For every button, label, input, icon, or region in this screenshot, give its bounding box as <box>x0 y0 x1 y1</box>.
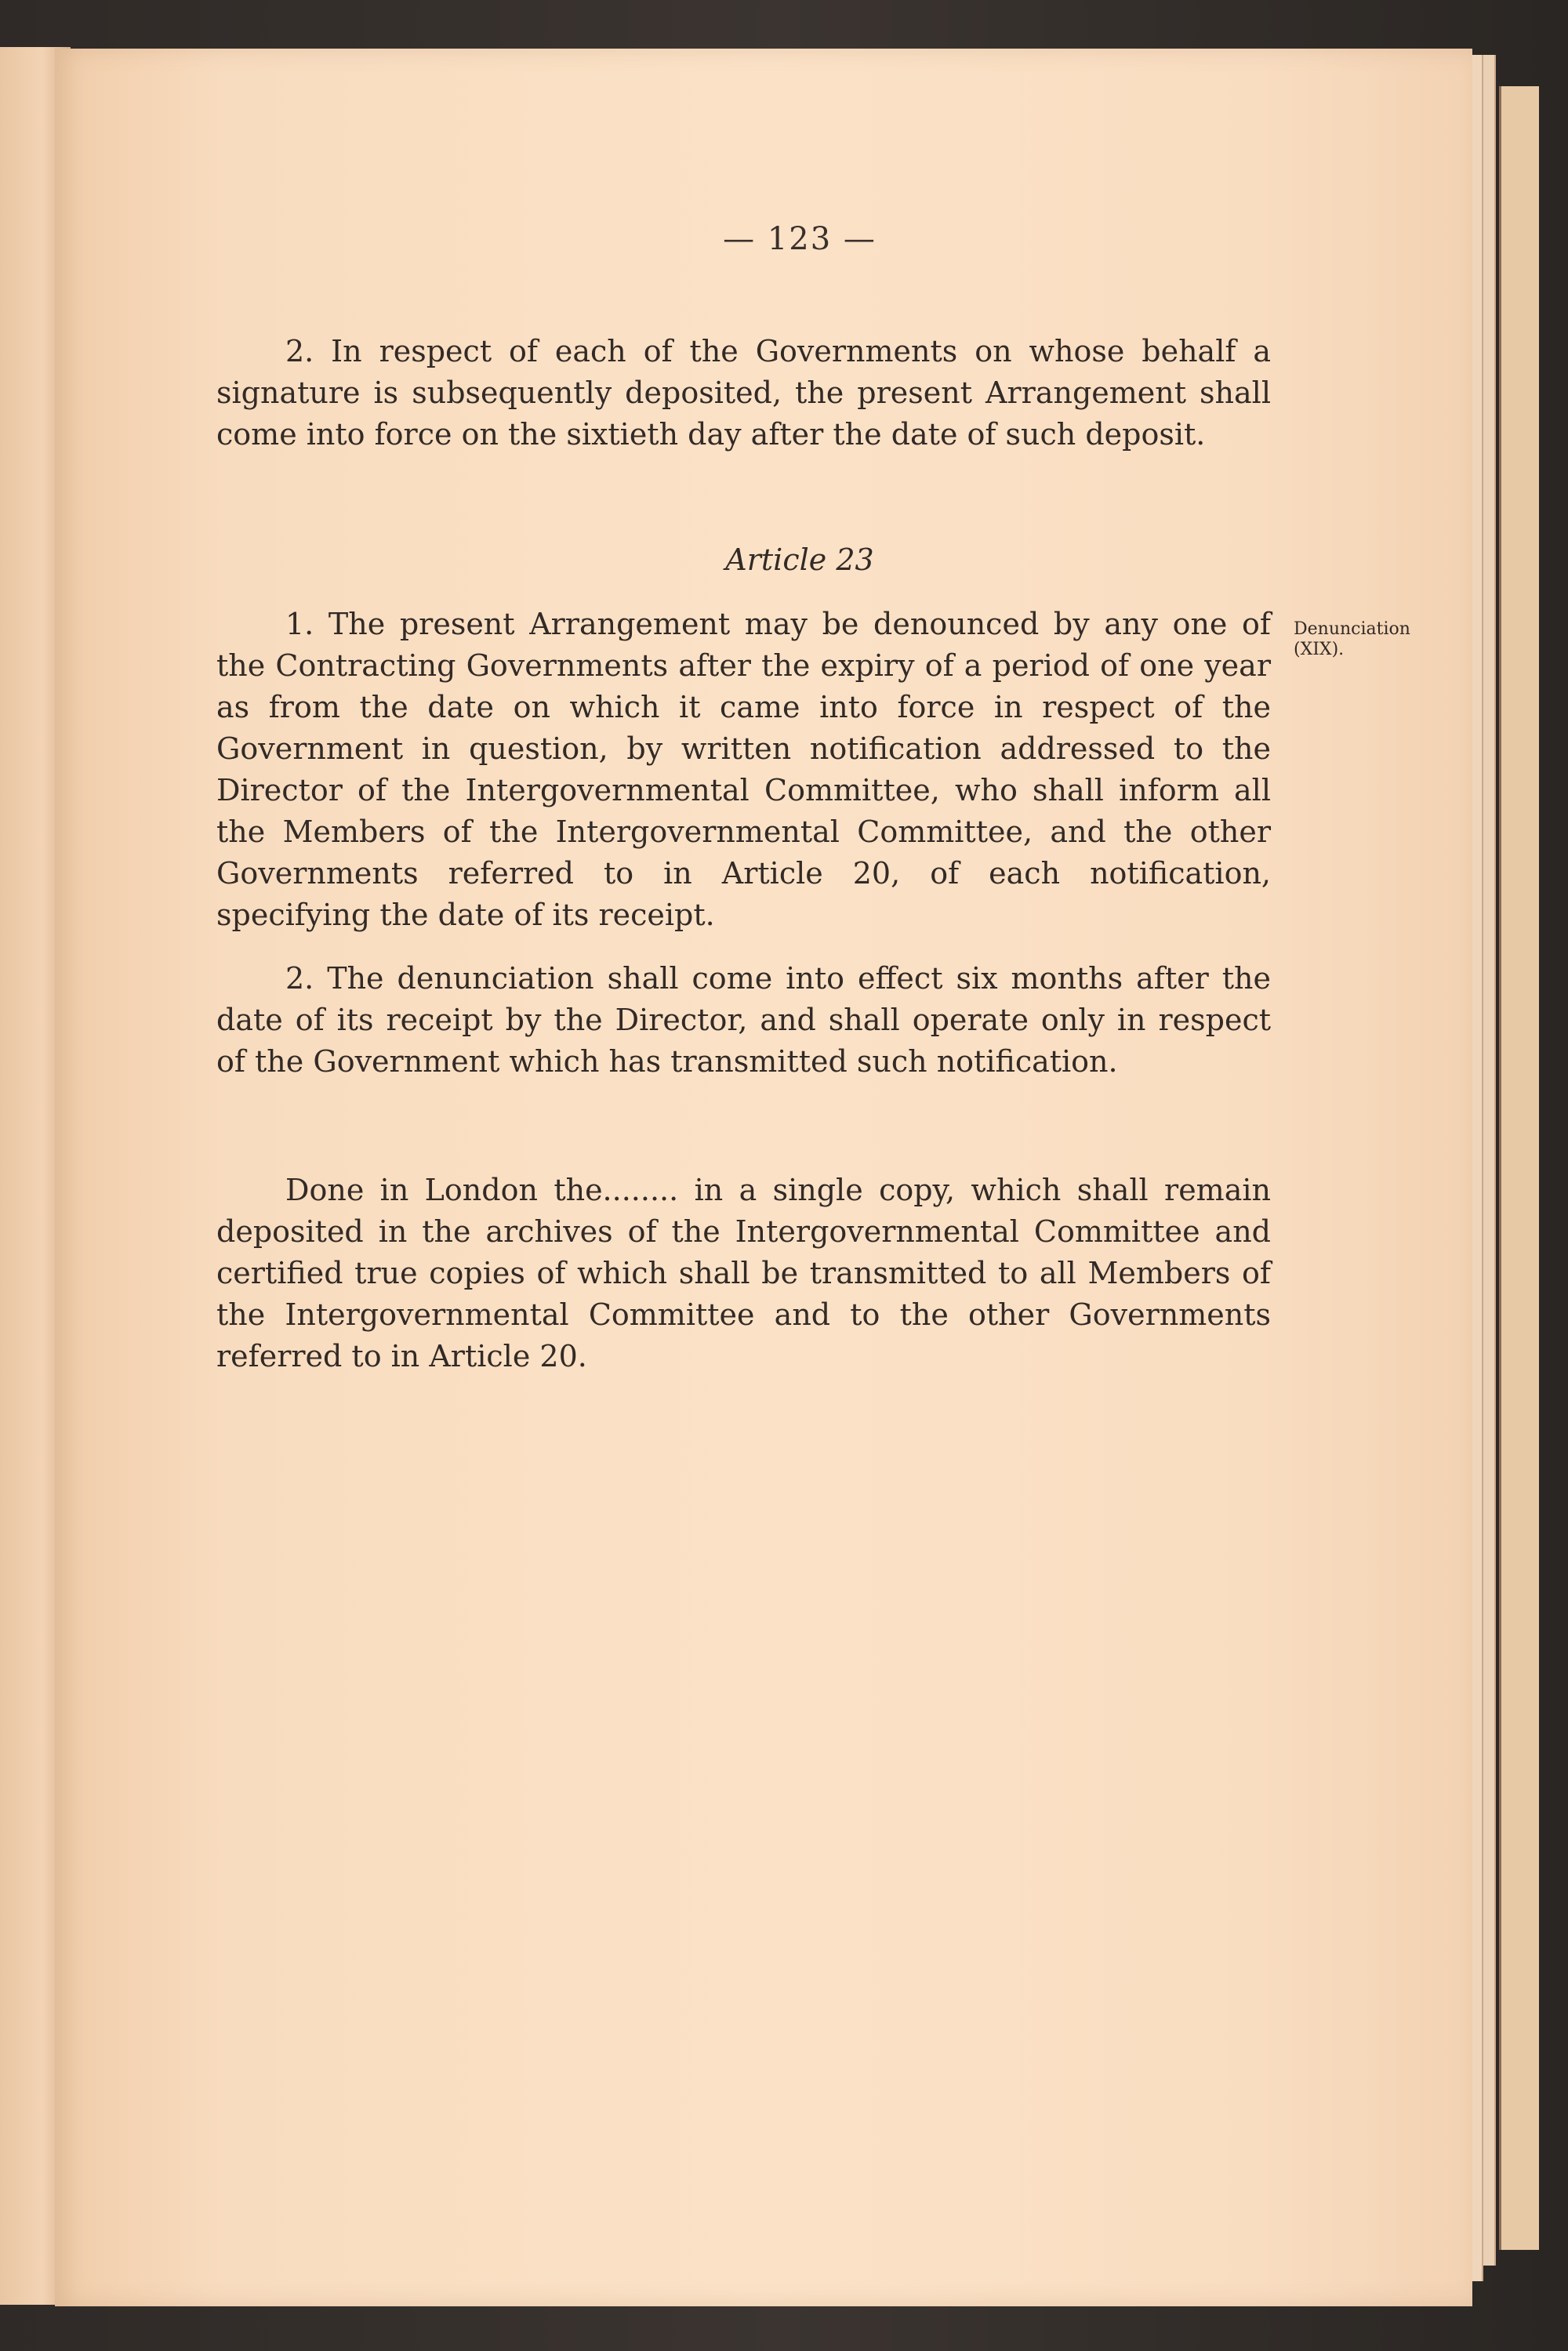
paragraph-continuation <box>216 331 1271 455</box>
article-paragraph-2 <box>216 958 1271 1083</box>
paragraph-text: 2. In respect of each of the Governments on whose behalf a signature is subsequently deposited, the present Arrangement shall come into force on the sixtieth day after the date of such deposit. <box>216 334 1271 452</box>
page-number: — 123 — <box>723 221 877 257</box>
marginal-note-title: Denunciation <box>1294 619 1410 639</box>
paragraph-text: 2. The denunciation shall come into effect six months after the date of its receipt by the Director, and shall operate only in respect of the Government which has transmitted such notification. <box>216 961 1271 1079</box>
marginal-note-reference: (XIX). <box>1294 640 1345 659</box>
article-heading: Article 23 <box>725 542 874 577</box>
page-stack-edge <box>1471 55 1483 2281</box>
paragraph-text: 1. The present Arrangement may be denounced by any one of the Contracting Governments after the expiry of a period of one year as from the date on which it came into force in respect of the Government in question, by written notification addressed to the Director of the Intergovernmental Committee, who shall inform all the Members of the Intergovernmental Committee, and the other Governments referred to in Article 20, of each notification, specifying the date of its receipt. <box>216 607 1271 932</box>
book-cover-edge <box>1499 86 1539 2250</box>
article-paragraph-1 <box>216 604 1271 936</box>
page-stack-edge <box>1483 55 1496 2266</box>
paragraph-text: Done in London the........ in a single copy, which shall remain deposited in the archives of the Intergovernmental Committee and certified true copies of which shall be transmitted to all Members of the Intergovernmental Committee and to the other Governments referred to in Article 20. <box>216 1173 1271 1373</box>
marginal-note <box>1294 619 1450 660</box>
closing-paragraph <box>216 1170 1271 1377</box>
page <box>55 49 1472 2306</box>
